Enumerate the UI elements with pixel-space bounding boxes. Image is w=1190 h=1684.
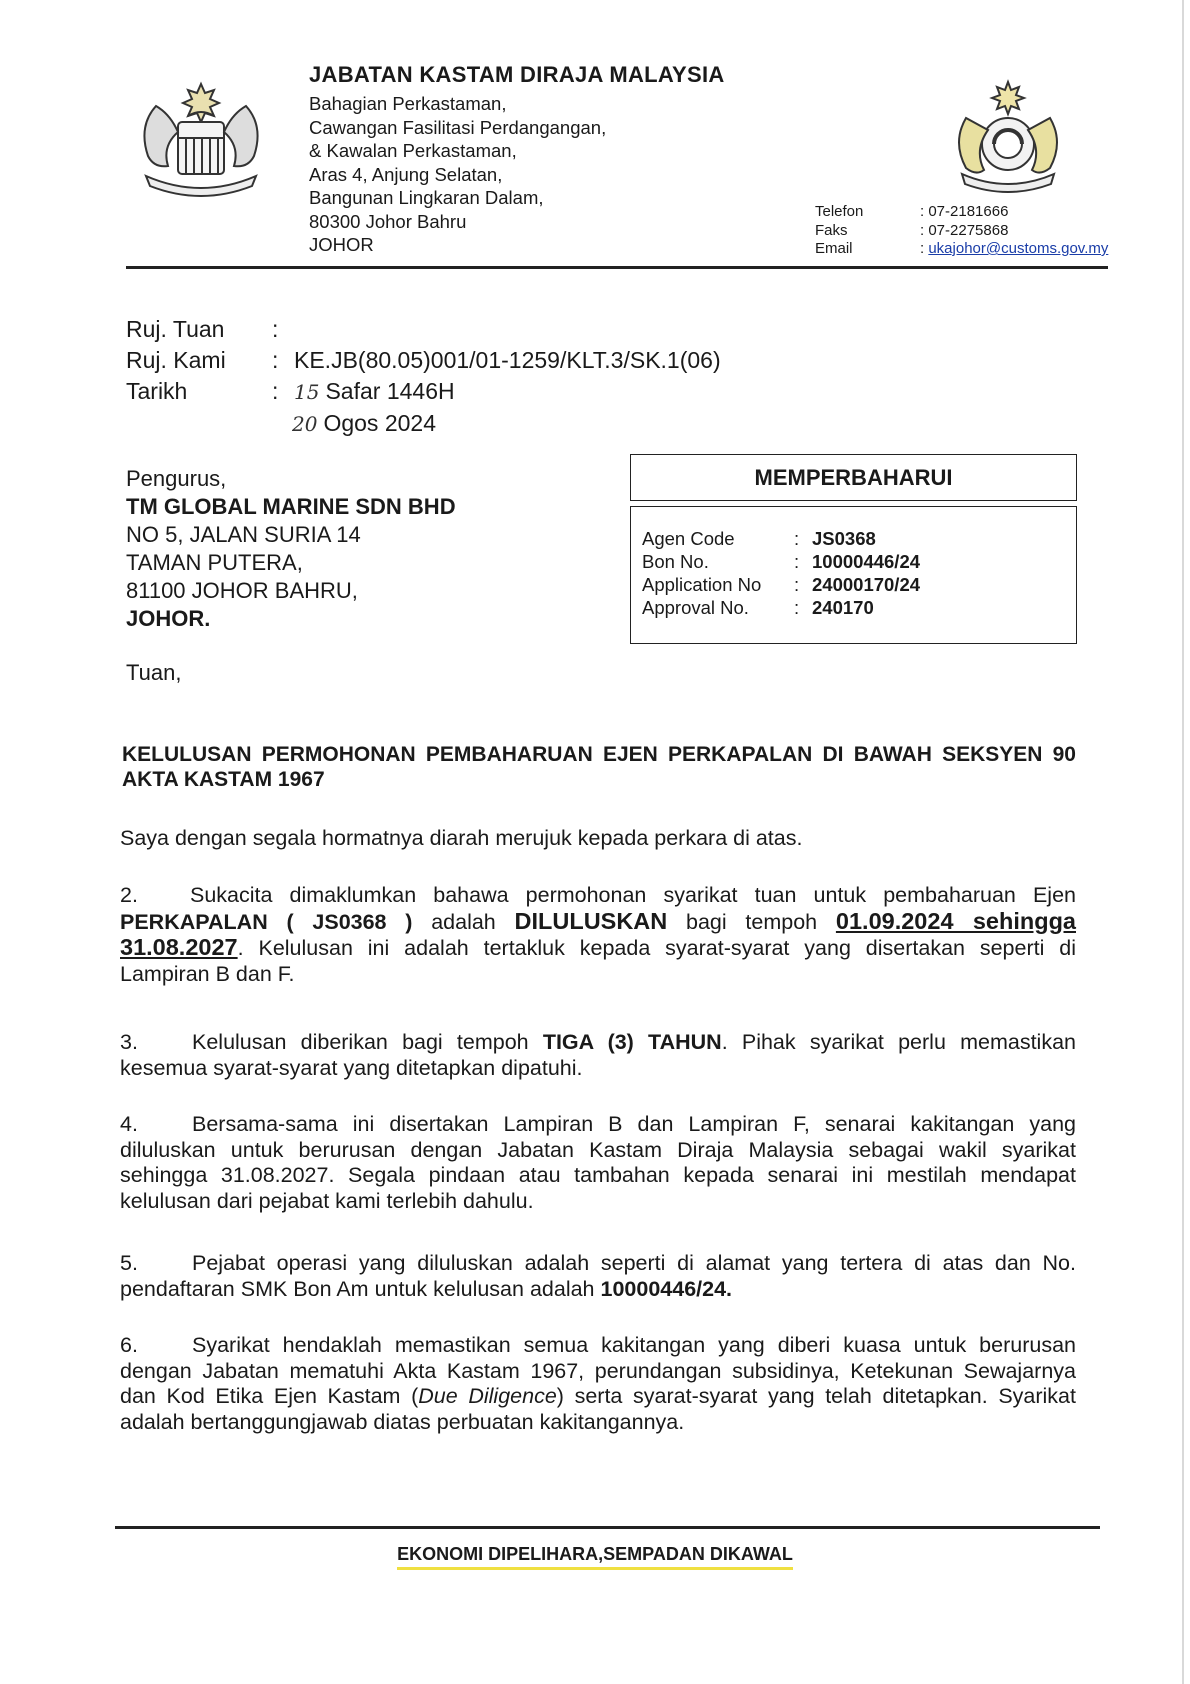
info-label: Agen Code — [642, 528, 735, 549]
term-bold: TIGA (3) TAHUN — [542, 1030, 722, 1054]
page-edge — [1182, 0, 1184, 1684]
greg-day-handwritten: 20 — [292, 412, 318, 436]
address-line: Bangunan Lingkaran Dalam, — [309, 187, 544, 208]
addressee-block — [126, 465, 456, 633]
motto-text: EKONOMI DIPELIHARA,SEMPADAN DIKAWAL — [397, 1544, 793, 1570]
paragraph-6 — [120, 1333, 1076, 1435]
letter-subject: KELULUSAN PERMOHONAN PEMBAHARUAN EJEN PERKAPALAN DI BAWAH SEKSYEN 90 AKTA KASTAM 1967 — [122, 743, 1076, 791]
fax-row — [815, 222, 1108, 241]
paragraph-1: Saya dengan segala hormatnya diarah merujuk kepada perkara di atas. — [120, 826, 803, 850]
footer-motto — [0, 1544, 1190, 1570]
info-row-approval-no — [642, 596, 920, 619]
info-row-agent-code — [642, 527, 920, 550]
info-value: 240170 — [812, 597, 874, 618]
info-value: 10000446/24 — [812, 551, 921, 572]
due-diligence-italic: Due Diligence — [418, 1384, 557, 1408]
addressee-title: Pengurus, — [126, 466, 227, 491]
ruj-tuan-row — [126, 314, 721, 345]
organization-address — [309, 92, 606, 257]
paragraph-text: Syarikat hendaklah memastikan semua kakitangan yang diberi kuasa untuk berurusan dengan Jabatan mematuhi Akta Kastam 1967, perundangan subsidinya, Ketekunan Sewajarnya dan Kod Etika Ejen Kastam ( — [120, 1333, 1076, 1408]
paragraph-number: 2. — [120, 883, 138, 907]
renewal-title-box — [630, 454, 1077, 501]
header-divider — [126, 266, 1108, 269]
phone-row — [815, 203, 1108, 222]
colon: : — [794, 551, 800, 572]
paragraph-text: Sukacita dimaklumkan bahawa permohonan syarikat tuan untuk pembaharuan Ejen — [190, 883, 1076, 907]
paragraph-number: 3. — [120, 1030, 138, 1054]
paragraph-text: Pejabat operasi yang diluluskan adalah seperti di alamat yang tertera di atas dan No. pendaftaran SMK Bon Am untuk kelulusan adalah — [120, 1251, 1076, 1301]
colon: : — [272, 347, 279, 373]
address-line: JOHOR — [309, 234, 374, 255]
colon: : — [794, 574, 800, 595]
paragraph-3 — [120, 1030, 1076, 1081]
address-line: 80300 Johor Bahru — [309, 210, 467, 232]
renewal-title: MEMPERBAHARUI — [754, 465, 953, 490]
salutation: Tuan, — [126, 660, 182, 685]
agent-type-bold: PERKAPALAN ( JS0368 ) — [120, 909, 413, 934]
email-colon: : — [920, 240, 929, 257]
colon: : — [272, 316, 279, 342]
email-label: Email — [815, 240, 853, 257]
address-line: Cawangan Fasilitasi Perdangangan, — [309, 116, 607, 138]
info-value: 24000170/24 — [812, 574, 921, 595]
footer-divider — [115, 1526, 1100, 1529]
info-row-bon-no — [642, 550, 920, 573]
hijri-date: Safar 1446H — [325, 378, 455, 404]
paragraph-number: 5. — [120, 1251, 138, 1275]
paragraph-text: ) serta syarat-syarat yang telah ditetapkan. Syarikat adalah bertanggungjawab diatas perbuatan kakitangannya. — [120, 1384, 1076, 1434]
paragraph-text: . Kelulusan ini adalah tertakluk kepada syarat-syarat yang disertakan seperti di Lampiran B dan F. — [120, 936, 1076, 986]
colon: : — [794, 528, 800, 549]
addressee-company: TM GLOBAL MARINE SDN BHD — [126, 494, 456, 519]
organization-name: JABATAN KASTAM DIRAJA MALAYSIA — [309, 62, 725, 87]
addressee-line: 81100 JOHOR BAHRU, — [126, 578, 358, 603]
malaysia-coat-of-arms-icon — [126, 76, 276, 201]
tarikh-label: Tarikh — [126, 378, 188, 404]
info-value: JS0368 — [812, 528, 876, 549]
colon: : — [272, 378, 279, 404]
addressee-line: NO 5, JALAN SURIA 14 — [126, 522, 361, 547]
reference-block — [126, 314, 721, 440]
email-row — [815, 240, 1108, 259]
info-row-application-no — [642, 573, 920, 596]
ruj-kami-value: KE.JB(80.05)001/01-1259/KLT.3/SK.1(06) — [294, 347, 721, 373]
ruj-tuan-label: Ruj. Tuan — [126, 316, 225, 342]
paragraph-4 — [120, 1112, 1076, 1214]
phone-label: Telefon — [815, 203, 864, 220]
paragraph-5 — [120, 1251, 1076, 1302]
ruj-kami-row — [126, 345, 721, 376]
paragraph-number: 4. — [120, 1112, 138, 1136]
info-label: Approval No. — [642, 597, 749, 618]
fax-label: Faks — [815, 221, 848, 239]
addressee-state: JOHOR. — [126, 606, 211, 631]
validity-period: 01.09.2024 sehingga 31.08.2027 — [120, 907, 1076, 960]
bond-number-bold: 10000446/24. — [600, 1276, 733, 1301]
info-label: Bon No. — [642, 551, 709, 572]
paragraph-text: bagi tempoh — [667, 909, 836, 934]
address-line: Aras 4, Anjung Selatan, — [309, 163, 503, 185]
paragraph-number: 6. — [120, 1333, 138, 1357]
hijri-day-handwritten: 15 — [294, 380, 320, 404]
paragraph-text: Kelulusan diberikan bagi tempoh — [192, 1030, 543, 1054]
colon: : — [794, 597, 800, 618]
ruj-kami-label: Ruj. Kami — [126, 347, 226, 373]
address-line: & Kawalan Perkastaman, — [309, 140, 517, 161]
phone-value: : 07-2181666 — [920, 203, 1009, 220]
tarikh-row — [126, 376, 721, 408]
customs-department-emblem-icon — [948, 78, 1068, 196]
addressee-line: TAMAN PUTERA, — [126, 550, 303, 575]
contact-block — [815, 203, 1108, 259]
email-link[interactable]: ukajohor@customs.gov.my — [928, 240, 1109, 257]
gregorian-date: Ogos 2024 — [323, 410, 436, 436]
fax-value: : 07-2275868 — [920, 221, 1009, 239]
paragraph-2 — [120, 883, 1076, 987]
gregorian-date-row — [126, 408, 721, 440]
approved-status: DILULUSKAN — [514, 907, 668, 934]
info-label: Application No — [642, 574, 762, 595]
address-line: Bahagian Perkastaman, — [309, 93, 507, 114]
paragraph-text: Bersama-sama ini disertakan Lampiran B dan Lampiran F, senarai kakitangan yang diluluskan untuk berurusan dengan Jabatan Kastam Diraja Malaysia sebagai wakil syarikat sehingga 31.08.2027. Segala pindaan atau tambahan kepada senarai ini mestilah mendapat kelulusan dari pejabat kami terlebih dahulu. — [120, 1112, 1076, 1213]
paragraph-text: . Pihak syarikat perlu memastikan kesemua syarat-syarat yang ditetapkan dipatuhi. — [120, 1030, 1076, 1080]
application-info-box — [630, 506, 1077, 644]
paragraph-text: adalah — [412, 909, 515, 934]
